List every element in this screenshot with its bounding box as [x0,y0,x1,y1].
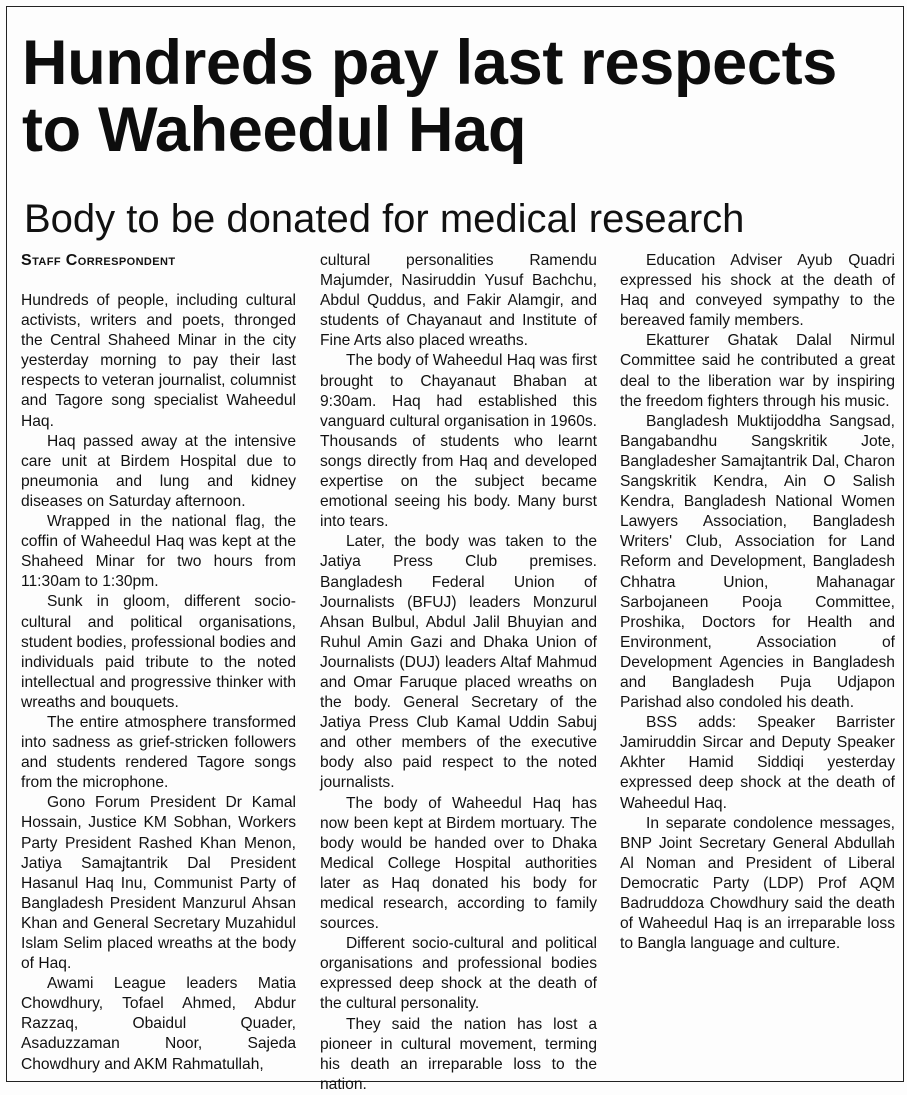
paragraph: Awami League leaders Matia Chowdhury, Tofael Ahmed, Abdur Razzaq, Obaidul Quader, Asaduzzaman Noor, Sajeda Chowdhury and AKM Rahmatullah, [21,975,296,1073]
paragraph: In separate condolence messages, BNP Joint Secretary General Abdullah Al Noman and President of Liberal Democratic Party (LDP) Prof AQM Badruddoza Chowdhury said the death of Waheedul Haq is an irreparable loss to Bangla language and culture. [620,814,895,953]
paragraph: The body of Waheedul Haq was first brought to Chayanaut Bhaban at 9:30am. Haq had established this vanguard cultural organisation in 1960s. Thousands of students who learnt songs directly from Haq and developed expertise on the subject became emotional seeing his body. Many burst into tears. [320,352,597,531]
paragraph-continued: cultural personalities Ramendu Majumder, Nasiruddin Yusuf Bachchu, Abdul Quddus, and Fakir Alamgir, and students of Chayanaut and Institute of Fine Arts also placed wreaths. [320,252,597,350]
paragraph: Wrapped in the national flag, the coffin of Waheedul Haq was kept at the Shaheed Minar for two hours from 11:30am to 1:30pm. [21,513,296,591]
paragraph: The entire atmosphere transformed into sadness as grief-stricken followers and students rendered Tagore songs from the microphone. [21,713,296,792]
article-column-3 [620,251,895,954]
subheadline: Body to be donated for medical research [24,197,745,241]
paragraph: Later, the body was taken to the Jatiya Press Club premises. Bangladesh Federal Union of Journalists (BFUJ) leaders Monzurul Ahsan Bulbul, Abdul Jalil Bhuyian and Ruhul Amin Gazi and Dhaka Union of Journalists (DUJ) leaders Altaf Mahmud and Omar Faruque placed wreaths on the body. General Secretary of the Jatiya Press Club Kamal Uddin Sabuj and other members of the executive body also paid respect to the noted journalists. [320,533,597,792]
paragraph: They said the nation has lost a pioneer in cultural movement, terming his death an irreparable loss to the nation. [320,1015,597,1093]
paragraph: Education Adviser Ayub Quadri expressed his shock at the death of Haq and conveyed sympathy to the bereaved family members. [620,252,895,330]
paragraph: Bangladesh Muktijoddha Sangsad, Bangabandhu Sangskritik Jote, Bangladesher Samajtantrik Dal, Charon Sangskritik Kendra, Ain O Salish Kendra, Bangladesh National Women Lawyers Association, Bangladesh Writers' Club, Association for Land Reform and Development, Bangladesh Chhatra Union, Mahanagar Sarbojaneen Pooja Committee, Proshika, Doctors for Health and Environment, Association of Development Agencies in Bangladesh and Bangladesh Puja Udjapon Parishad also condoled his death. [620,412,895,712]
paragraph: Gono Forum President Dr Kamal Hossain, Justice KM Sobhan, Workers Party President Rashed Khan Menon, Jatiya Samajtantrik Dal President Hasanul Haq Inu, Communist Party of Bangladesh President Manzurul Ahsan Khan and General Secretary Muzahidul Islam Selim placed wreaths at the body of Haq. [21,794,296,973]
headline: Hundreds pay last respects to Waheedul Haq [22,28,838,165]
paragraph: Haq passed away at the intensive care unit at Birdem Hospital due to pneumonia and lung and kidney diseases on Saturday afternoon. [21,432,296,510]
paragraph: Hundreds of people, including cultural activists, writers and poets, thronged the Central Shaheed Minar in the city yesterday morning to pay their last respects to veteran journalist, columnist and Tagore song specialist Waheedul Haq. [21,292,296,430]
paragraph: Sunk in gloom, different socio-cultural and political organisations, student bodies, professional bodies and individuals paid tribute to the noted intellectual and progressive thinker with wreaths and bouquets. [21,593,296,711]
paragraph: Different socio-cultural and political organisations and professional bodies expressed deep shock at the death of the cultural personality. [320,935,597,1013]
article-column-2 [320,251,597,1095]
article-column-1 [21,251,296,1075]
paragraph: The body of Waheedul Haq has now been kept at Birdem mortuary. The body would be handed over to Dhaka Medical College Hospital authorities later as Haq donated his body for medical research, according to family sources. [320,794,597,933]
paragraph: Ekatturer Ghatak Dalal Nirmul Committee said he contributed a great deal to the liberation war by inspiring the freedom fighters through his music. [620,332,895,410]
byline: Staff Correspondent [21,252,176,269]
paragraph: BSS adds: Speaker Barrister Jamiruddin Sircar and Deputy Speaker Akhter Hamid Siddiqi yesterday expressed deep shock at the death of Waheedul Haq. [620,714,895,812]
